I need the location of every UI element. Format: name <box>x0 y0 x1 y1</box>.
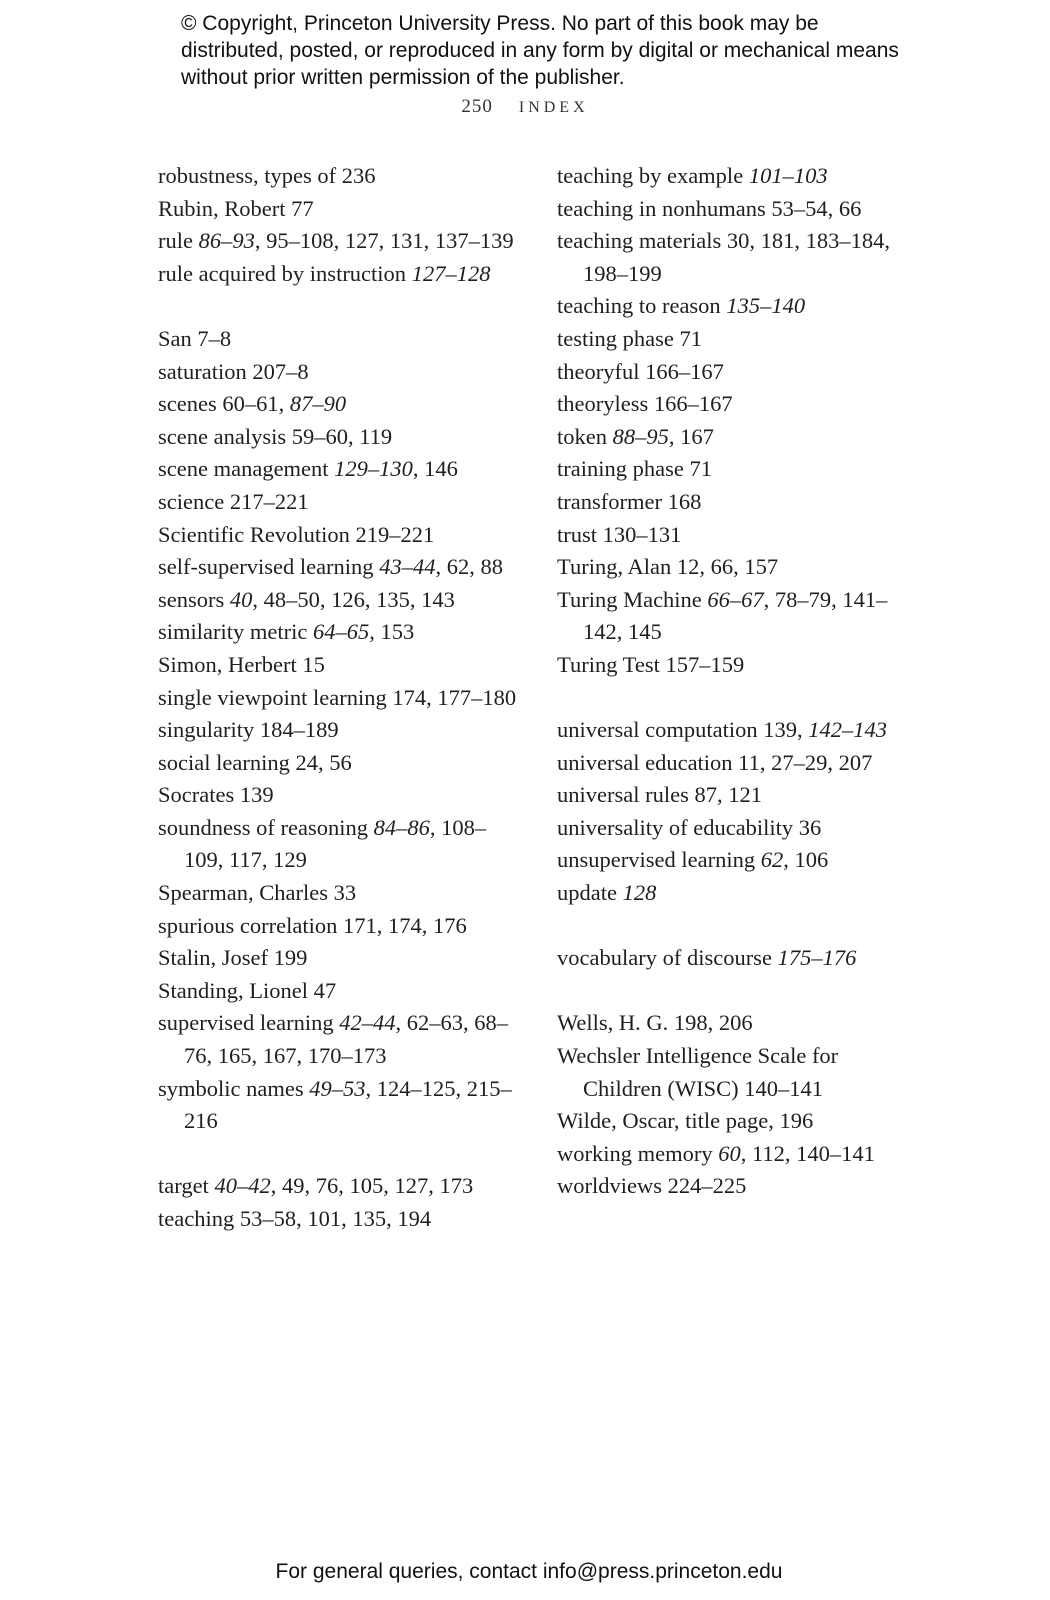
footer-contact: For general queries, contact info@press.princeton.edu <box>275 1560 783 1583</box>
index-entry: Stalin, Josef 199 <box>158 945 308 971</box>
index-column-left <box>158 160 518 1236</box>
index-entry: sensors 40, 48–50, 126, 135, 143 <box>158 586 455 612</box>
index-entry: rule acquired by instruction 127–128 <box>158 260 491 286</box>
index-entry: universal computation 139, 142–143 <box>557 717 887 743</box>
index-entry: worldviews 224–225 <box>557 1173 747 1199</box>
index-entry: Wells, H. G. 198, 206 <box>557 1010 753 1036</box>
index-entry: unsupervised learning 62, 106 <box>557 847 829 873</box>
index-entry: self-supervised learning 43–44, 62, 88 <box>158 554 503 580</box>
index-entry: Scientific Revolution 219–221 <box>158 521 435 547</box>
index-entry: soundness of reasoning 84–86, 108–109, 117, 129 <box>158 814 487 873</box>
index-entry: scenes 60–61, 87–90 <box>158 391 347 417</box>
index-column-right <box>557 160 917 1203</box>
index-entry: supervised learning 42–44, 62–63, 68–76, 165, 167, 170–173 <box>158 1010 508 1069</box>
index-entry: saturation 207–8 <box>158 358 309 384</box>
index-entry: theoryful 166–167 <box>557 358 724 384</box>
letter-group-gap <box>557 682 917 715</box>
index-entry: theoryless 166–167 <box>557 391 733 417</box>
index-entry: Simon, Herbert 15 <box>158 651 325 677</box>
index-entry: Turing, Alan 12, 66, 157 <box>557 554 779 580</box>
index-entry: transformer 168 <box>557 488 702 514</box>
index-entry: testing phase 71 <box>557 325 702 351</box>
index-entry: Turing Machine 66–67, 78–79, 141–142, 145 <box>557 586 888 645</box>
section-title: INDEX <box>518 99 589 116</box>
index-entry: Wechsler Intelligence Scale for Children (WISC) 140–141 <box>557 1043 839 1101</box>
letter-group-gap <box>158 1138 518 1171</box>
index-entry: trust 130–131 <box>557 521 682 547</box>
index-entry: rule 86–93, 95–108, 127, 131, 137–139 <box>158 228 514 254</box>
index-entry: scene analysis 59–60, 119 <box>158 423 393 449</box>
page-number: 250 <box>461 96 493 117</box>
index-entry: scene management 129–130, 146 <box>158 456 458 482</box>
index-entry: teaching materials 30, 181, 183–184, 198–199 <box>557 228 891 286</box>
index-entry: science 217–221 <box>158 488 309 514</box>
index-entry: Socrates 139 <box>158 782 274 808</box>
index-entry: vocabulary of discourse 175–176 <box>557 945 857 971</box>
index-entry: Spearman, Charles 33 <box>158 880 357 906</box>
index-entry: Standing, Lionel 47 <box>158 977 337 1003</box>
index-entry: Turing Test 157–159 <box>557 651 745 677</box>
index-entry: training phase 71 <box>557 456 712 482</box>
index-entry: San 7–8 <box>158 325 232 351</box>
index-entry: token 88–95, 167 <box>557 423 714 449</box>
index-entry: teaching by example 101–103 <box>557 163 828 188</box>
index-entry: target 40–42, 49, 76, 105, 127, 173 <box>158 1173 474 1199</box>
index-entry: universal rules 87, 121 <box>557 782 762 808</box>
letter-group-gap <box>557 910 917 943</box>
index-entry: single viewpoint learning 174, 177–180 <box>158 684 517 710</box>
index-entry: robustness, types of 236 <box>158 163 376 188</box>
index-entry: Wilde, Oscar, title page, 196 <box>557 1108 814 1134</box>
letter-group-gap <box>158 290 518 323</box>
index-entry: Rubin, Robert 77 <box>158 195 314 221</box>
copyright-notice: © Copyright, Princeton University Press. No part of this book may be distributed, posted, or reproduced in any form by digital or mechanical means without prior written permission of the publisher. <box>181 12 899 89</box>
index-entry: spurious correlation 171, 174, 176 <box>158 912 467 938</box>
index-entry: social learning 24, 56 <box>158 749 352 775</box>
index-entry: universal education 11, 27–29, 207 <box>557 749 873 775</box>
letter-group-gap <box>557 975 917 1008</box>
index-entry: working memory 60, 112, 140–141 <box>557 1140 875 1166</box>
index-entry: universality of educability 36 <box>557 814 822 840</box>
index-entry: singularity 184–189 <box>158 717 339 743</box>
index-entry: teaching 53–58, 101, 135, 194 <box>158 1206 432 1231</box>
index-entry: similarity metric 64–65, 153 <box>158 619 415 645</box>
running-head <box>0 96 1050 118</box>
index-entry: teaching in nonhumans 53–54, 66 <box>557 195 862 221</box>
index-entry: symbolic names 49–53, 124–125, 215–216 <box>158 1075 512 1134</box>
index-entry: update 128 <box>557 880 657 906</box>
index-entry: teaching to reason 135–140 <box>557 293 806 319</box>
